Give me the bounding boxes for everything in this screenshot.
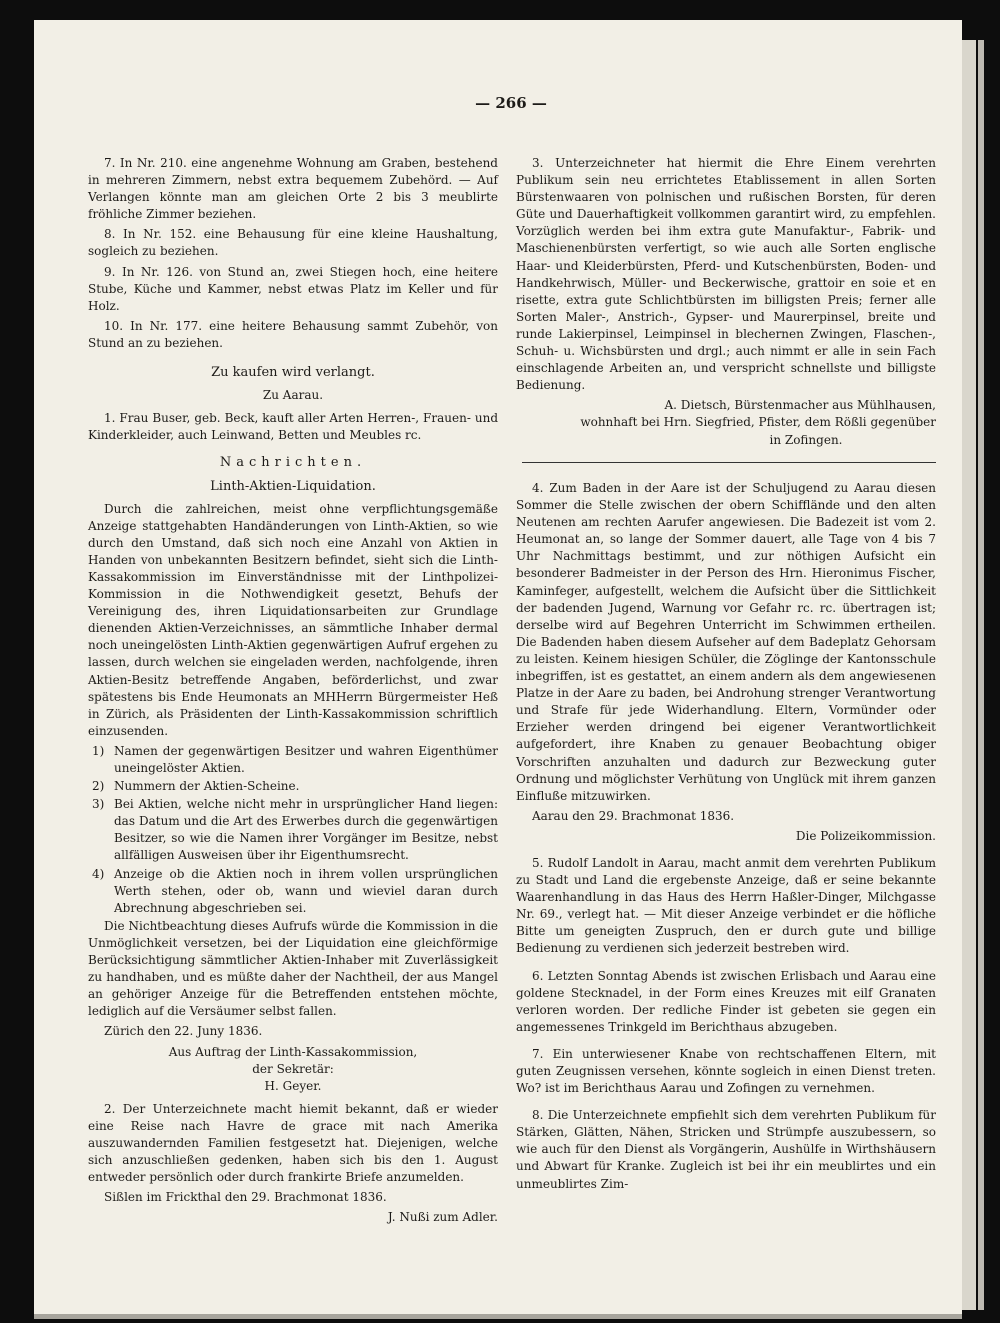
ad-4-date: Aarau den 29. Brachmonat 1836. bbox=[532, 808, 735, 823]
ad-5-landolt: 5. Rudolf Landolt in Aarau, macht anmit dem verehrten Publikum zu Stadt und Land die ergebenste Anzeige, daß er seine bekannte Waarenhandlung in das Haus des Herrn Haßler-Dinger, Milchgasse Nr. 69., verlegt hat. — Mit dieser Anzeige verbindet er die höfliche Bitte um geneigten Zuspruch, den er durch gute und billige Bedienung zu verdienen sich jederzeit bestreben wird. bbox=[516, 855, 936, 956]
ad-2-place-date: Sißlen im Frickthal den 29. Brachmonat 1836. bbox=[104, 1190, 387, 1205]
list-item: 1) Namen der gegenwärtigen Besitzer und wahren Eigenthümer uneingelöster Aktien. bbox=[92, 743, 498, 775]
ad-7-wohnung: 7. In Nr. 210. eine angenehme Wohnung am Graben, bestehend in mehreren Zimmern, nebst extra bequemem Zubehörd. — Auf Verlangen könnte man am gleichen Orte 2 bis 3 meublirte fröhliche Zimmer beziehen. bbox=[88, 156, 498, 222]
page-edge-shadow bbox=[978, 40, 984, 1310]
ad-3-signature-2: wohnhaft bei Hrn. Siegfried, Pfister, dem Rößli gegenüber bbox=[580, 415, 936, 430]
column-divider-rule bbox=[522, 462, 936, 463]
heading-zu-kaufen: Zu kaufen wird verlangt. bbox=[211, 365, 375, 381]
list-item: 2) Nummern der Aktien-Scheine. bbox=[92, 779, 300, 794]
ad-3-signature-1: A. Dietsch, Bürstenmacher aus Mühlhausen, bbox=[664, 398, 936, 413]
linth-signature-line1: Aus Auftrag der Linth-Kassakommission, bbox=[168, 1044, 418, 1059]
ad-8-unterzeichnete: 8. Die Unterzeichnete empfiehlt sich dem verehrten Publikum für Stärken, Glätten, Nähen, Stricken und Strümpfe auszubessern, so wie auch für den Dienst als Vorgängerin, Aushülfe in Wirthshäusern und Abwart für Kranke. Zugleich ist bei ihr ein meublirtes und ein unmeublirtes Zim- bbox=[516, 1108, 936, 1191]
ad-2-amerika: 2. Der Unterzeichnete macht hiemit bekannt, daß er wieder eine Reise nach Havre de grace mit nach Amerika auszuwandernden Familien festgesetzt hat. Diejenigen, welche sich anzuschließen gedenken, haben sich bis den 1. August entweder persönlich oder durch frankirte Briefe anzumelden. bbox=[88, 1101, 498, 1185]
heading-zu-aarau: Zu Aarau. bbox=[262, 388, 324, 403]
right-column bbox=[516, 155, 936, 449]
ad-9-stube: 9. In Nr. 126. von Stund an, zwei Stiegen hoch, eine heitere Stube, Küche und Kammer, nebst etwas Platz im Keller und für Holz. bbox=[88, 264, 498, 313]
next-page-edge bbox=[962, 40, 976, 1310]
heading-linth-aktien: Linth-Aktien-Liquidation. bbox=[210, 478, 376, 494]
linth-nichtbeachtung: Die Nichtbeachtung dieses Aufrufs würde die Kommission in die Unmöglichkeit versetzen, bei der Liquidation eine gleichförmige Berücksichtigung sämmtlicher Aktien-Inhaber mit Zuverlässigkeit zu handhaben, und es müßte daher der Nachtheil, der aus Mangel an gehöriger Anzeige für die Betreffenden entstehen möchte, lediglich auf die Versäumer selbst fallen. bbox=[88, 918, 498, 1019]
linth-signature-name: H. Geyer. bbox=[264, 1078, 322, 1093]
ad-4-baden: 4. Zum Baden in der Aare ist der Schuljugend zu Aarau diesen Sommer die Stelle zwischen der obern Schifflände und den alten Neutenen am rechten Aarufer angewiesen. Die Badezeit ist vom 2. Heumonat an, so lange der Sommer dauert, alle Tage von 4 bis 7 Uhr Nachmittags bestimmt, und zur nöthigen Aufsicht ein besonderer Badmeister in der Person des Hrn. Hieronimus Fischer, Kaminfeger, aufgestellt, welchem die Aufsicht über die Sittlichkeit der badenden Jugend, Warnung vor Gefahr rc. rc. übertragen ist; derselbe wird auf Begehren Unterricht im Schwimmen ertheilen. Die Badenden haben diesem Aufseher auf dem Badeplatz Gehorsam zu leisten. Keinem hiesigen Schüler, die Zöglinge der Kantonsschule inbegriffen, ist es gestattet, an einem andern als dem angewiesenen Platze in der Aare zu baden, bei Androhung strenger Verantwortung und Strafe für jede Widerhandlung. Eltern, Vormünder oder Erzieher werden dringend bei eigener Verantwortlichkeit aufgefordert, ihre Knaben zu genauer Beobachtung obiger Vorschriften anzuhalten und dadurch zur Bezweckung guter Ordnung und möglichster Verhütung von Unglück mit ihrem ganzen Einfluße mitzuwirken. bbox=[516, 481, 936, 803]
list-item: 4) Anzeige ob die Aktien noch in ihrem vollen ursprünglichen Werth stehen, oder ob, wann und wieviel daran durch Abrechnung abgeschrieben sei. bbox=[92, 866, 498, 915]
ad-7-knabe: 7. Ein unterwiesener Knabe von rechtschaffenen Eltern, mit guten Zeugnissen versehen, könnte sogleich in einen Dienst treten. Wo? ist im Berichthaus Aarau und Zofingen zu vernehmen. bbox=[516, 1046, 936, 1096]
ad-4-signature: Die Polizeikommission. bbox=[795, 828, 936, 843]
ad-3-buersten: 3. Unterzeichneter hat hiermit die Ehre Einem verehrten Publikum sein neu errichtetes Etablissement in allen Sorten Bürstenwaaren von polnischen und rußischen Borsten, für deren Güte und Dauerhaftigkeit vollkommen garantirt wird, zu empfehlen. Vorzüglich werden bei ihm extra gute Manufaktur-, Fabrik- und Maschienenbürsten verfertigt, so wie auch alle Sorten englische Haar- und Kleiderbürsten, Pferd- und Kutschenbürsten, Boden- und Handkehrwisch, Müller- und Beckerwische, grattoir en soie et en risette, extra gute Schlichtbürsten im billigsten Preis; ferner alle Sorten Maler-, Anstrich-, Gypser- und Maurerpinsel, breite und runde Lakierpinsel, Leimpinsel in blechernen Zwingen, Flaschen-, Schuh- u. Wichsbürsten und drgl.; auch nimmt er alle in sein Fach einschlagende Arbeiten an, und verspricht schnellste und billigste Bedienung. bbox=[516, 156, 936, 393]
left-column bbox=[88, 155, 498, 1229]
page-number: — 266 — bbox=[475, 94, 547, 112]
ad-6-stecknadel: 6. Letzten Sonntag Abends ist zwischen Erlisbach und Aarau eine goldene Stecknadel, in der Form eines Kreuzes mit eilf Granaten verloren worden. Der redliche Finder ist gebeten sie gegen ein angemessenes Trinkgeld im Berichthaus abzugeben. bbox=[516, 968, 936, 1034]
page-bottom-edge bbox=[34, 1314, 962, 1319]
ad-10-behausung: 10. In Nr. 177. eine heitere Behausung sammt Zubehör, von Stund an zu beziehen. bbox=[88, 318, 498, 350]
right-column-lower bbox=[516, 480, 936, 1196]
linth-notice: Durch die zahlreichen, meist ohne verpflichtungsgemäße Anzeige stattgehabten Handänderungen von Linth-Aktien, so wie durch den Umstand, daß sich noch eine Anzahl von Aktien in Handen von unbekannten Besitzern befindet, sieht sich die Linth-Kassakommission im Einverständnisse mit der Linthpolizei-Kommission in die Nothwendigkeit gesetzt, Behufs der Vereinigung des, ihren Liquidationsarbeiten zur Grundlage dienenden Aktien-Verzeichnisses, an sämmtliche Inhaber dermal noch uneingelösten Linth-Aktien gegenwärtigen Aufruf ergehen zu lassen, durch welchen sie eingeladen werden, nachfolgende, ihren Aktien-Besitz betreffende Angaben, beförderlichst, und zwar spätestens bis Ende Heumonats an MHHerrn Bürgermeister Heß in Zürich, als Präsidenten der Linth-Kassakommission schriftlich einzusenden. bbox=[88, 501, 498, 738]
heading-nachrichten: Nachrichten. bbox=[219, 455, 367, 471]
ad-3-signature-3: in Zofingen. bbox=[769, 432, 843, 447]
ad-2-signature: J. Nußi zum Adler. bbox=[387, 1210, 498, 1225]
ad-8-behausung: 8. In Nr. 152. eine Behausung für eine kleine Haushaltung, sogleich zu beziehen. bbox=[88, 227, 498, 259]
linth-date: Zürich den 22. Juny 1836. bbox=[104, 1024, 263, 1039]
linth-signature-line2: der Sekretär: bbox=[252, 1061, 334, 1076]
list-item: 3) Bei Aktien, welche nicht mehr in ursprünglicher Hand liegen: das Datum und die Art des Erwerbes durch die gegenwärtigen Besitzer, so wie die Namen ihrer Vorgänger im Besitze, nebst allfälligen Ausweisen über ihr Eigenthumsrecht. bbox=[92, 797, 498, 863]
ad-frau-buser: 1. Frau Buser, geb. Beck, kauft aller Arten Herren-, Frauen- und Kinderkleider, auch Leinwand, Betten und Meubles rc. bbox=[88, 411, 498, 443]
